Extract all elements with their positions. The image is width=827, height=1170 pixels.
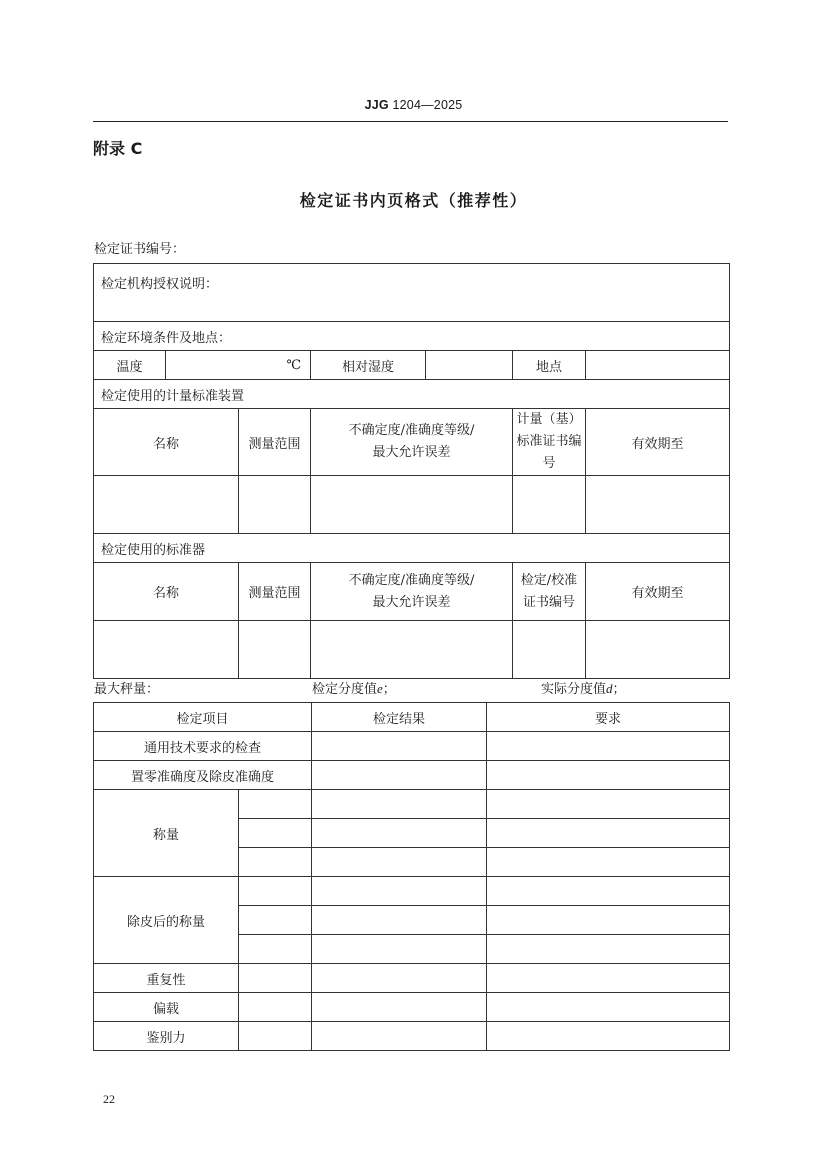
place-value <box>586 351 730 380</box>
std-device-valid-header: 有效期至 <box>586 409 730 476</box>
humidity-value <box>426 351 513 380</box>
std-device-label: 检定使用的计量标准装置 <box>94 380 730 409</box>
d-label: 实际分度值 <box>541 682 607 697</box>
auth-description: 检定机构授权说明： <box>94 264 730 322</box>
std-device-data-row <box>94 476 730 534</box>
running-header <box>0 98 827 112</box>
humidity-label: 相对湿度 <box>311 351 426 380</box>
general-check-label: 通用技术要求的检查 <box>94 732 312 761</box>
temp-label: 温度 <box>94 351 166 380</box>
temp-value: ℃ <box>166 351 311 380</box>
env-conditions-label: 检定环境条件及地点： <box>94 322 730 351</box>
std-device-uncert-header <box>311 409 513 476</box>
page-title: 检定证书内页格式（推荐性） <box>299 191 528 210</box>
d-symbol: d <box>606 681 613 696</box>
cert-line-2: 证书编号 <box>522 594 575 610</box>
result-header: 检定结果 <box>312 703 487 732</box>
e-sep: ； <box>382 682 396 697</box>
std-instr-label: 检定使用的标准器 <box>94 534 730 563</box>
verification-conditions-table <box>93 263 730 679</box>
max-capacity-label: 最大秤量： <box>94 682 160 697</box>
verification-interval-label <box>312 678 396 697</box>
cert-line-2: 标准证书编号 <box>516 434 582 471</box>
verification-results-table <box>93 702 730 1051</box>
standard-prefix: JJG <box>364 98 389 112</box>
std-instr-range-header: 测量范围 <box>239 563 311 621</box>
eccentric-label: 偏载 <box>94 993 239 1022</box>
cert-line-1: 计量（基） <box>516 412 582 427</box>
uncert-line-1: 不确定度/准确度等级/ <box>348 572 475 588</box>
std-instr-valid-header: 有效期至 <box>586 563 730 621</box>
e-symbol: e <box>377 681 383 696</box>
zero-accuracy-label: 置零准确度及除皮准确度 <box>94 761 312 790</box>
req-header: 要求 <box>487 703 730 732</box>
d-sep: ； <box>612 682 626 697</box>
header-rule <box>93 121 728 122</box>
std-instr-name-header: 名称 <box>94 563 239 621</box>
repeatability-label: 重复性 <box>94 964 239 993</box>
std-device-range-header: 测量范围 <box>239 409 311 476</box>
standard-number: 1204—2025 <box>392 98 463 112</box>
std-device-cert-header <box>513 409 586 476</box>
discrimination-label: 鉴别力 <box>94 1022 239 1051</box>
uncert-line-2: 最大允许误差 <box>372 445 451 460</box>
uncert-line-1: 不确定度/准确度等级/ <box>348 423 475 438</box>
cert-number-label: 检定证书编号： <box>94 242 186 257</box>
std-instr-uncert-header <box>311 563 513 621</box>
tare-weighing-label: 除皮后的称量 <box>94 877 239 964</box>
uncert-line-2: 最大允许误差 <box>372 594 451 610</box>
cert-line-1: 检定/校准 <box>520 572 578 588</box>
std-device-name-header: 名称 <box>94 409 239 476</box>
e-label: 检定分度值 <box>312 682 378 697</box>
actual-interval-label <box>541 678 626 697</box>
appendix-label: 附录 C <box>93 139 143 158</box>
item-header: 检定项目 <box>94 703 312 732</box>
std-instr-data-row <box>94 621 730 679</box>
place-label: 地点 <box>513 351 586 380</box>
std-instr-cert-header <box>513 563 586 621</box>
weighing-label: 称量 <box>94 790 239 877</box>
page-number: 22 <box>103 1092 115 1106</box>
